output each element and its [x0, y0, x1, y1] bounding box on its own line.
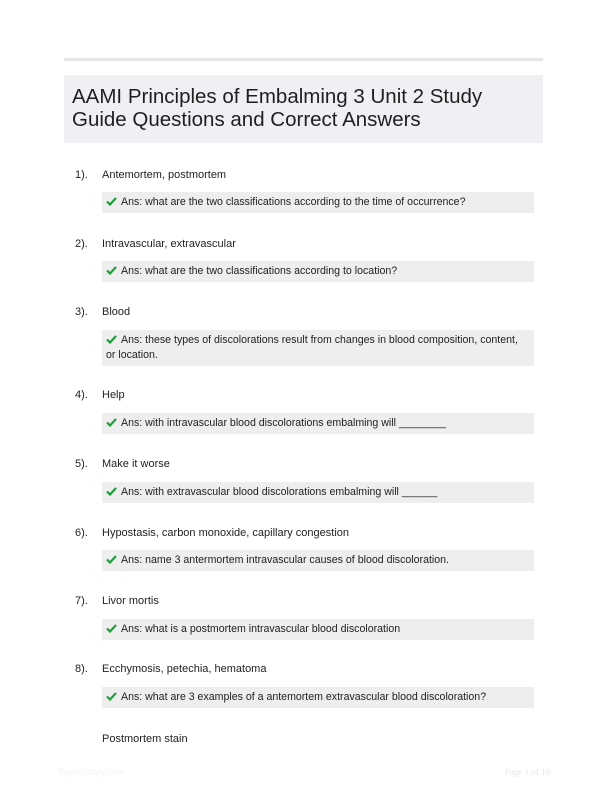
checkmark-icon: [106, 335, 117, 344]
item-term: Intravascular, extravascular: [102, 238, 236, 250]
item-term: Blood: [102, 306, 131, 318]
answer-box: [102, 550, 534, 571]
answer-text: Ans: with extravascular blood discolorations embalming will ______: [121, 486, 438, 498]
checkmark-icon: [106, 624, 117, 633]
answer-text: Ans: what are the two classifications according to location?: [121, 265, 398, 277]
item-term: Ecchymosis, petechia, hematoma: [102, 663, 267, 675]
title-box: [64, 75, 543, 143]
item-number: 2).: [75, 238, 88, 250]
checkmark-icon: [106, 555, 117, 564]
item-term: Hypostasis, carbon monoxide, capillary congestion: [102, 527, 350, 539]
answer-text: Ans: what are 3 examples of a antemortem extravascular blood discoloration?: [121, 691, 487, 703]
item-term: Antemortem, postmortem: [102, 169, 227, 181]
answer-text: Ans: with intravascular blood discolorations embalming will ________: [121, 417, 447, 429]
item-number: 1).: [75, 169, 88, 181]
checkmark-icon: [106, 266, 117, 275]
answer-box: [102, 192, 534, 213]
item-term: Livor mortis: [102, 595, 159, 607]
answer-box: [102, 413, 534, 434]
answer-text: Ans: what is a postmortem intravascular blood discoloration: [121, 623, 401, 635]
checkmark-icon: [106, 197, 117, 206]
answer-box: [102, 482, 534, 503]
page-number: Page 1 of 10: [504, 767, 550, 777]
checkmark-icon: [106, 692, 117, 701]
item-number: 7).: [75, 595, 88, 607]
answer-box: [102, 261, 534, 282]
answer-text: Ans: name 3 antermortem intravascular causes of blood discoloration.: [121, 554, 449, 566]
answer-box: [102, 619, 534, 640]
answer-text: Ans: these types of discolorations result from changes in blood composition, content, or location.: [106, 334, 518, 361]
item-term: Make it worse: [102, 458, 170, 470]
trailing-term: Postmortem stain: [102, 733, 188, 745]
answer-box: [102, 687, 534, 708]
answer-box: [102, 330, 534, 366]
item-number: 3).: [75, 306, 88, 318]
checkmark-icon: [106, 487, 117, 496]
checkmark-icon: [106, 418, 117, 427]
item-number: 8).: [75, 663, 88, 675]
item-number: 4).: [75, 389, 88, 401]
item-term: Help: [102, 389, 125, 401]
page-title: AAMI Principles of Embalming 3 Unit 2 Study Guide Questions and Correct Answers: [72, 85, 483, 131]
footer-watermark: PaperStudy.com: [58, 767, 124, 777]
item-number: 6).: [75, 527, 88, 539]
top-divider: [64, 58, 543, 61]
answer-text: Ans: what are the two classifications according to the time of occurrence?: [121, 196, 466, 208]
item-number: 5).: [75, 458, 88, 470]
